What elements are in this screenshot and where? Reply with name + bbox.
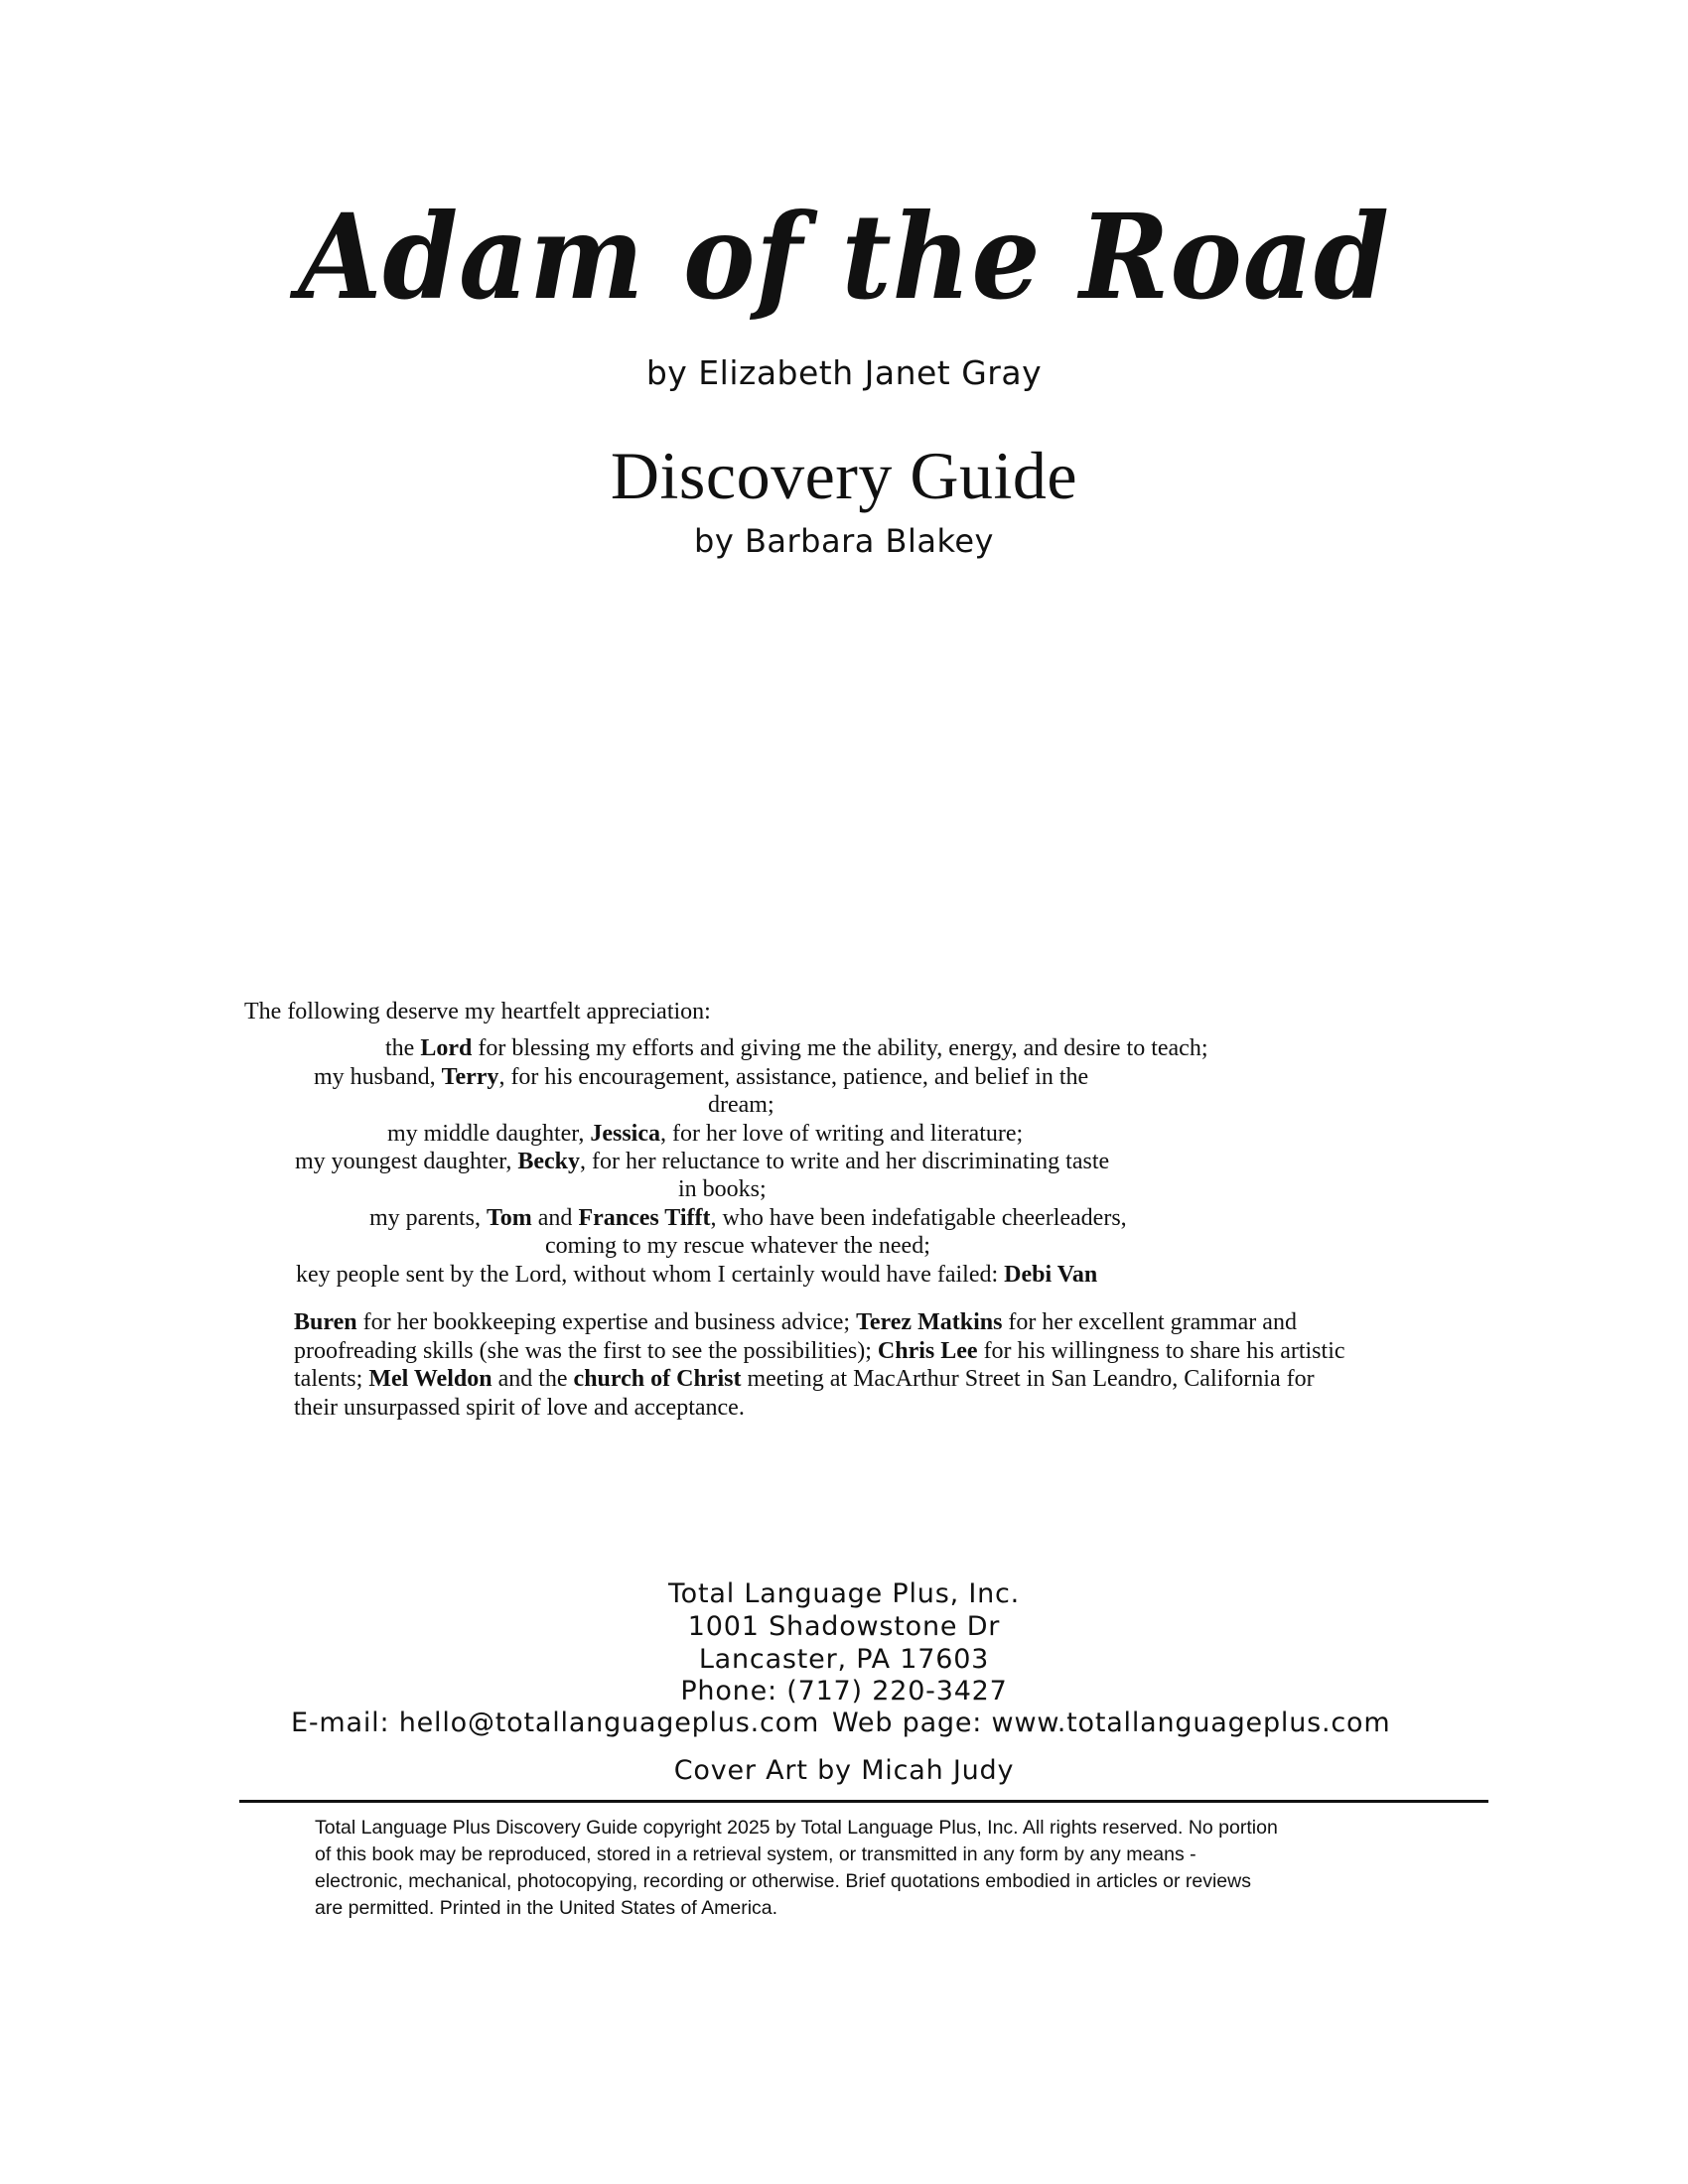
ack-line-youngest-daughter <box>295 1148 1109 1175</box>
cover-art-credit: Cover Art by Micah Judy <box>673 1755 1015 1786</box>
guide-title: Discovery Guide <box>610 438 1078 513</box>
publisher-email: E-mail: hello@totallanguageplus.com <box>291 1707 820 1738</box>
ack-name: Jessica <box>590 1121 660 1147</box>
ack-text: my husband, <box>314 1064 442 1090</box>
ack-text: for blessing my efforts and giving me the ability, energy, and desire to teach; <box>472 1035 1208 1061</box>
publisher-phone: Phone: (717) 220-3427 <box>680 1676 1008 1706</box>
publisher-city: Lancaster, PA 17603 <box>698 1644 990 1675</box>
ack-line-key-people <box>296 1261 1097 1289</box>
ack-line-parents-cont: coming to my rescue whatever the need; <box>545 1233 930 1259</box>
copyright-line: Total Language Plus Discovery Guide copyright 2025 by Total Language Plus, Inc. All rights reserved. No portion <box>315 1817 1278 1839</box>
ack-text: for her bookkeeping expertise and business advice; <box>356 1309 857 1335</box>
ack-name: Terez Matkins <box>856 1309 1003 1335</box>
ack-text: my middle daughter, <box>387 1121 591 1147</box>
ack-text: , for his encouragement, assistance, patience, and belief in the <box>498 1064 1089 1090</box>
ack-text: my parents, <box>369 1205 487 1231</box>
ack-name: Terry <box>441 1064 499 1090</box>
ack-name: Buren <box>294 1309 357 1335</box>
copyright-notice <box>315 1815 1417 1922</box>
ack-text: and <box>531 1205 579 1231</box>
ack-name: Frances Tifft <box>578 1205 711 1231</box>
ack-text: meeting at MacArthur Street in San Leandro, California for their unsurpassed spirit of love and acceptance. <box>294 1366 1315 1421</box>
ack-line-husband-cont: dream; <box>708 1092 774 1118</box>
ack-text: my youngest daughter, <box>295 1149 518 1174</box>
publisher-name: Total Language Plus, Inc. <box>667 1578 1021 1609</box>
ack-name: Tom <box>486 1205 532 1231</box>
copyright-line: electronic, mechanical, photocopying, recording or otherwise. Brief quotations embodied in articles or reviews <box>315 1870 1251 1892</box>
ack-name: church of Christ <box>573 1366 742 1392</box>
ack-text: for her excellent grammar and proofreading skills (she was the first to see the possibilities); <box>294 1309 1297 1364</box>
copyright-line: are permitted. Printed in the United States of America. <box>315 1897 778 1919</box>
ack-text: , who have been indefatigable cheerleaders, <box>710 1205 1127 1231</box>
ack-text: for his willingness to share his artistic talents; <box>294 1337 1345 1392</box>
ack-name: Chris Lee <box>877 1337 978 1364</box>
ack-line-parents <box>369 1204 1127 1232</box>
ack-intro: The following deserve my heartfelt appreciation: <box>244 999 711 1024</box>
book-author: by Elizabeth Janet Gray <box>645 353 1043 392</box>
ack-name: Lord <box>420 1035 473 1061</box>
ack-text: , for her reluctance to write and her discriminating taste <box>580 1149 1110 1174</box>
divider <box>239 1800 1488 1803</box>
ack-line-husband <box>314 1063 1088 1091</box>
ack-text: the <box>385 1035 421 1061</box>
copyright-line: of this book may be reproduced, stored in a retrieval system, or transmitted in any form by any means - <box>315 1843 1196 1865</box>
ack-text: key people sent by the Lord, without whom I certainly would have failed: <box>296 1262 1005 1288</box>
ack-paragraph <box>294 1308 1346 1422</box>
publisher-street: 1001 Shadowstone Dr <box>687 1611 1001 1642</box>
guide-author: by Barbara Blakey <box>694 522 994 560</box>
ack-line-middle-daughter <box>387 1120 1023 1148</box>
ack-name: Debi Van <box>1004 1262 1098 1288</box>
ack-text: , for her love of writing and literature; <box>659 1121 1024 1147</box>
ack-name: Becky <box>517 1149 581 1174</box>
book-title: Adam of the Road <box>298 188 1390 326</box>
ack-text: and the <box>492 1366 574 1392</box>
publisher-web: Web page: www.totallanguageplus.com <box>832 1707 1391 1738</box>
ack-line-youngest-cont: in books; <box>678 1176 767 1202</box>
ack-line-lord <box>385 1034 1207 1062</box>
ack-name: Mel Weldon <box>368 1366 492 1392</box>
